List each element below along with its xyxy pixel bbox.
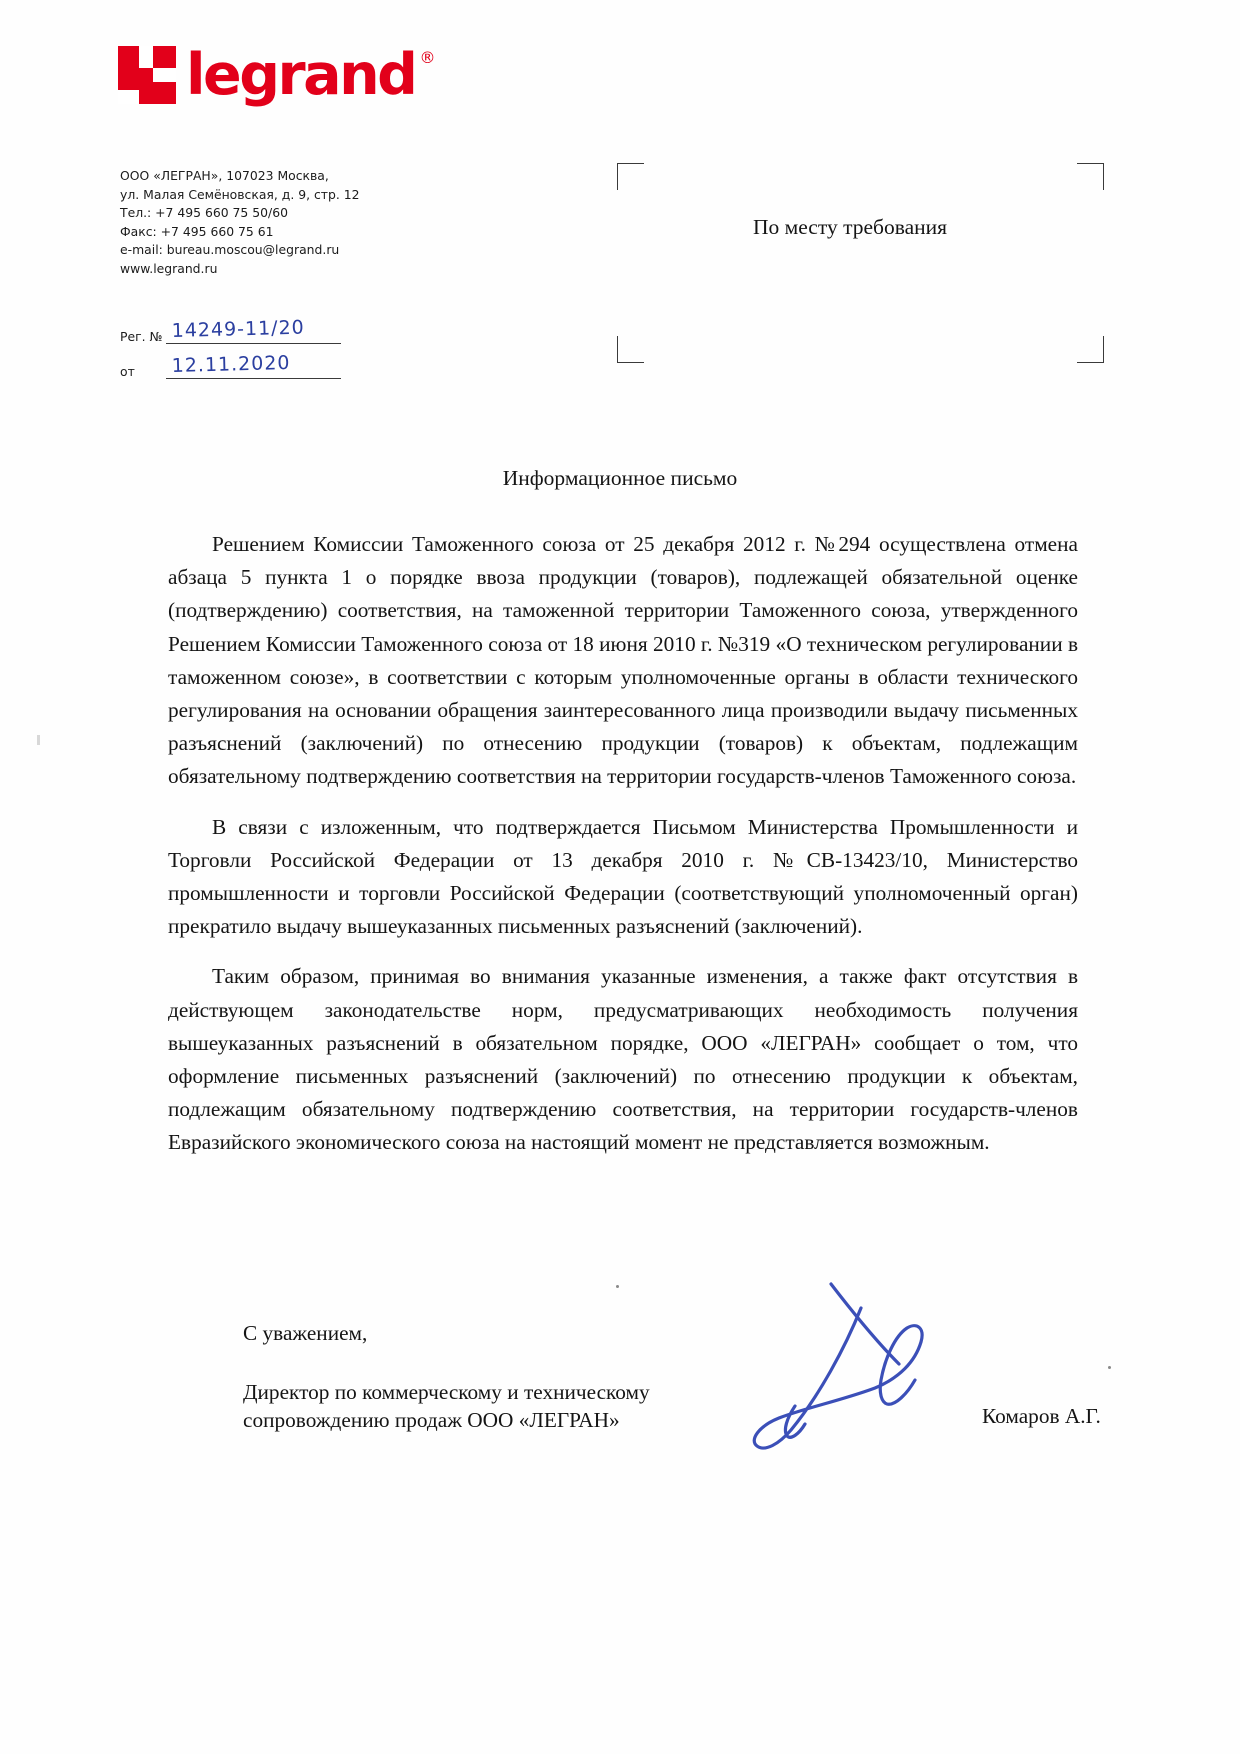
document-body <box>168 528 1078 1177</box>
sender-website: www.legrand.ru <box>120 260 218 276</box>
handwritten-signature <box>735 1278 995 1463</box>
scan-artifact-dot-2 <box>1108 1366 1111 1369</box>
signature-name: Комаров А.Г. <box>982 1404 1101 1428</box>
registration-number-row <box>120 316 341 344</box>
registration-date-row <box>120 351 341 379</box>
legrand-logo <box>118 42 436 108</box>
addressee-corner-top-left <box>617 163 644 190</box>
paragraph-2: В связи с изложенным, что подтверждается Письмом Министерства Промышленности и Торговли Российской Федерации от 13 декабря 2010 г. №СВ-13423/10, Министерство промышленности и торговли Российской Федерации (соответствующий уполномоченный орган) прекратило выдачу вышеуказанных письменных разъяснений (заключений). <box>168 814 1078 939</box>
registration-number-field[interactable] <box>166 316 341 344</box>
addressee-text: По месту требования <box>752 215 948 239</box>
registration-date-label: от <box>120 364 135 379</box>
registration-block <box>120 316 341 392</box>
paragraph-3: Таким образом, принимая во внимания указанные изменения, а также факт отсутствия в действующем законодательстве норм, предусматривающих необходимость получения вышеуказанных разъяснений в обязательном порядке, ООО «ЛЕГРАН» сообщает о том, что оформление письменных разъяснений (заключений) по отнесению продукции к объектам, подлежащим обязательному подтверждению соответствия, на территории государств-членов Евразийского экономического союза на настоящий момент не представляется возможным. <box>168 964 1078 1155</box>
sender-line-3: Тел.: +7 495 660 75 50/60 <box>120 205 288 221</box>
addressee-corner-bottom-right <box>1077 336 1104 363</box>
registered-trademark-icon: ® <box>419 48 436 67</box>
registration-date-field[interactable] <box>166 351 341 379</box>
scan-artifact-dot-1 <box>616 1285 619 1288</box>
registration-date-value: 12.11.2020 <box>171 351 291 377</box>
registration-number-label: Рег. № <box>120 329 163 344</box>
legrand-wordmark: legrand <box>186 42 416 108</box>
sender-details <box>120 167 450 279</box>
signature-role-line-2: сопровождению продаж ООО «ЛЕГРАН» <box>243 1408 620 1432</box>
addressee-corner-top-right <box>1077 163 1104 190</box>
sender-email: e-mail: bureau.moscou@legrand.ru <box>120 242 340 258</box>
scan-artifact-mark <box>37 735 40 745</box>
signature-role <box>243 1378 650 1434</box>
sender-line-1: ООО «ЛЕГРАН», 107023 Москва, <box>120 168 329 183</box>
document-title: Информационное письмо <box>502 466 738 490</box>
signature-greeting: С уважением, <box>243 1321 368 1345</box>
signature-role-line-1: Директор по коммерческому и техническому <box>243 1380 650 1404</box>
addressee-corner-bottom-left <box>617 336 644 363</box>
sender-line-4: Факс: +7 495 660 75 61 <box>120 223 274 239</box>
registration-number-value: 14249-11/20 <box>171 316 306 342</box>
paragraph-1: Решением Комиссии Таможенного союза от 25 декабря 2012 г. №294 осуществлена отмена абзаца 5 пункта 1 о порядке ввоза продукции (товаров), подлежащей обязательной оценке (подтверждению) соответствия, на таможенной территории Таможенного союза, утвержденного Решением Комиссии Таможенного союза от 18 июня 2010 г. №319 «О техническом регулировании в таможенном союзе», в соответствии с которым уполномоченные органы в области технического регулирования на основании обращения заинтересованного лица производили выдачу письменных разъяснений (заключений) по отнесению продукции (товаров) к объектам, подлежащим обязательному подтверждению соответствия на территории государств-членов Таможенного союза. <box>168 532 1078 789</box>
legrand-mark-icon <box>118 46 176 104</box>
sender-line-2: ул. Малая Семёновская, д. 9, стр. 12 <box>120 186 360 202</box>
